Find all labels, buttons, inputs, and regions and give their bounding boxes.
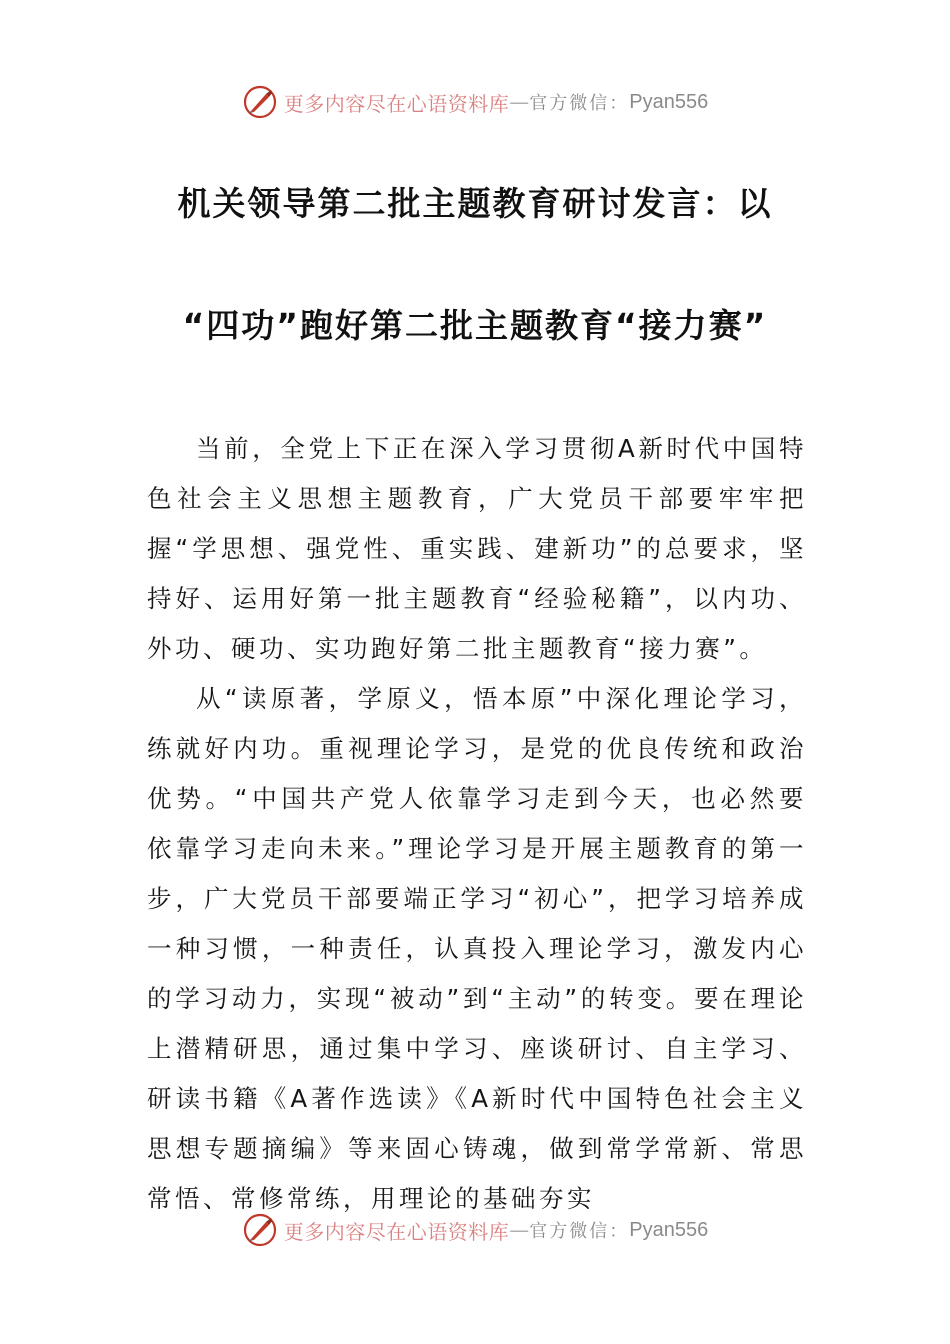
watermark-wechat-id: Pyan556 — [629, 1218, 709, 1241]
document-title-line-1: 机关领导第二批主题教育研讨发言：以 — [177, 184, 773, 223]
watermark-label: 官方微信： — [529, 93, 630, 114]
watermark-text: 更多内容尽在心语资料库 — [283, 91, 510, 116]
header-watermark — [0, 82, 950, 122]
quill-logo-icon — [242, 1212, 278, 1248]
body-paragraph-2: 从“读原著，学原义，悟本原”中深化理论学习，练就好内功。重视理论学习，是党的优良传统和政治优势。“中国共产党人依靠学习走到今天，也必然要依靠学习走向未来。”理论学习是开展主题教育的第一步，广大党员干部要端正学习“初心”，把学习培养成一种习惯，一种责任，认真投入理论学习，激发内心的学习动力，实现“被动”到“主动”的转变。要在理论上潜精研思，通过集中学习、座谈研讨、自主学习、研读书籍《A著作选读》《A新时代中国特色社会主义思想专题摘编》等来固心铸魂，做到常学常新、常思常悟、常修常练，用理论的基础夯实 — [147, 684, 807, 1213]
watermark-separator: — — [509, 1218, 530, 1242]
footer-watermark — [0, 1210, 950, 1250]
watermark-separator: — — [509, 90, 530, 114]
watermark-text: 更多内容尽在心语资料库 — [283, 1219, 510, 1244]
document-body — [147, 424, 807, 1224]
quill-logo-icon — [242, 84, 278, 120]
document-title-line-2: “四功”跑好第二批主题教育“接力赛” — [182, 306, 768, 345]
watermark-wechat-id: Pyan556 — [629, 90, 709, 113]
body-paragraph-1: 当前，全党上下正在深入学习贯彻A新时代中国特色社会主义思想主题教育，广大党员干部要牢牢把握“学思想、强党性、重实践、建新功”的总要求，坚持好、运用好第一批主题教育“经验秘籍”，以内功、外功、硬功、实功跑好第二批主题教育“接力赛”。 — [147, 434, 807, 663]
watermark-label: 官方微信： — [529, 1221, 630, 1242]
